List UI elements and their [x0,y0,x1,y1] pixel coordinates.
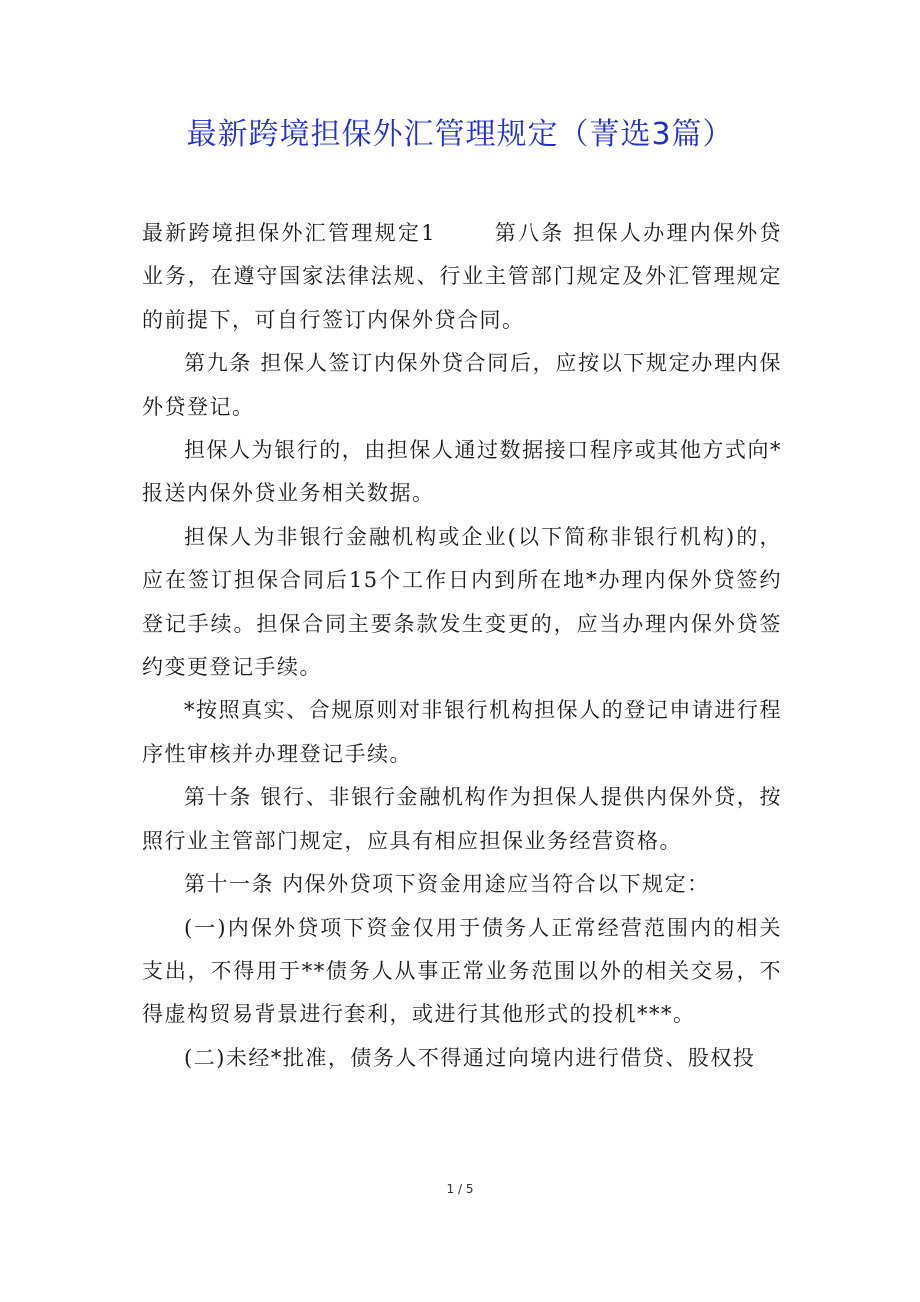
paragraph-8: (一)内保外贷项下资金仅用于债务人正常经营范围内的相关支出，不得用于**债务人从事正常业务范围以外的相关交易，不得虚构贸易背景进行套利，或进行其他形式的投机***。 [142,915,782,1027]
document-body [142,212,782,1080]
paragraph-5: *按照真实、合规原则对非银行机构担保人的登记申请进行程序性审核并办理登记手续。 [142,698,782,766]
paragraph-6: 第十条 银行、非银行金融机构作为担保人提供内保外贷，按照行业主管部门规定，应具有相应担保业务经营资格。 [142,785,782,853]
paragraph-1 [142,212,782,342]
paragraph-4: 担保人为非银行金融机构或企业(以下简称非银行机构)的，应在签订担保合同后15个工作日内到所在地*办理内保外贷签约登记手续。担保合同主要条款发生变更的，应当办理内保外贷签约变更登记手续。 [142,524,782,680]
paragraph-1-text: 第八条 担保人办理内保外贷业务，在遵守国家法律法规、行业主管部门规定及外汇管理规定的前提下，可自行签订内保外贷合同。 [142,221,782,332]
paragraph-3: 担保人为银行的，由担保人通过数据接口程序或其他方式向*报送内保外贷业务相关数据。 [142,438,782,506]
paragraph-2: 第九条 担保人签订内保外贷合同后，应按以下规定办理内保外贷登记。 [142,351,782,419]
paragraph-7: 第十一条 内保外贷项下资金用途应当符合以下规定： [184,872,710,897]
section-heading: 最新跨境担保外汇管理规定1 [142,221,436,245]
document-title: 最新跨境担保外汇管理规定（菁选3篇） [186,117,734,152]
page-number: 1 / 5 [446,1182,474,1196]
paragraph-9: (二)未经*批准，债务人不得通过向境内进行借贷、股权投 [184,1045,756,1070]
